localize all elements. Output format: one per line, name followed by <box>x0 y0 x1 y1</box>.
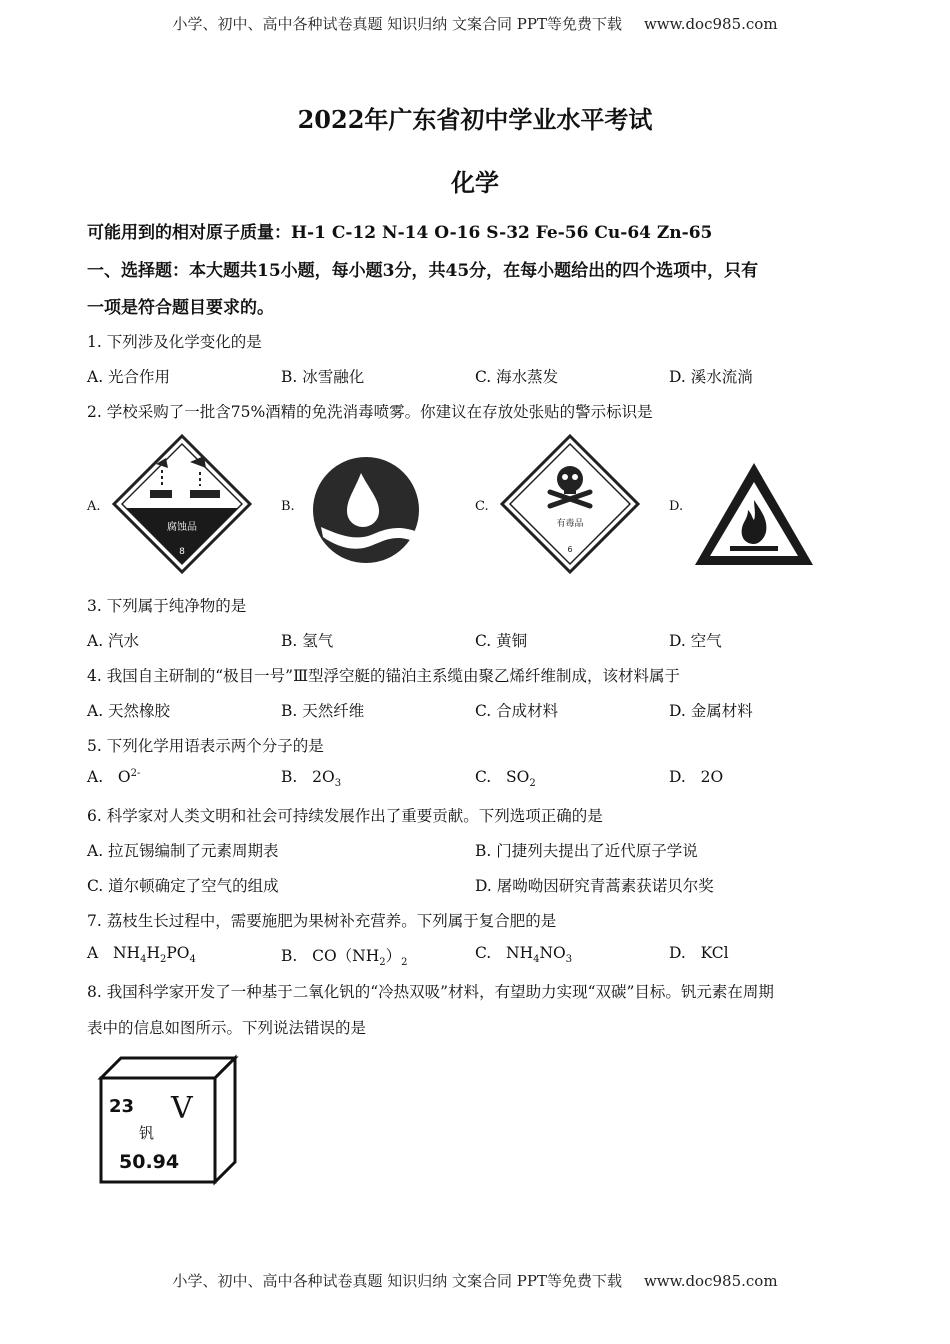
corrosive-sign-icon <box>112 434 252 574</box>
q7-a-sub1: 4 <box>140 954 147 966</box>
q5-d-base: 2O <box>700 768 724 786</box>
q4-stem: 4. 我国自主研制的“极目一号”Ⅲ型浮空艇的锚泊主系缆由聚乙烯纤维制成，该材料属于 <box>87 667 681 685</box>
q4-option-a: A. 天然橡胶 <box>87 702 171 720</box>
q1-stem: 1. 下列涉及化学变化的是 <box>87 333 262 351</box>
q7-b-part2: ） <box>385 947 402 965</box>
q1-option-d: D. 溪水流淌 <box>669 368 753 386</box>
q7-c-part1: NH <box>506 944 534 962</box>
q4-option-d: D. 金属材料 <box>669 702 753 720</box>
q7-stem: 7. 荔枝生长过程中，需要施肥为果树补充营养。下列属于复合肥的是 <box>87 912 557 930</box>
q3-option-c: C. 黄铜 <box>475 632 528 650</box>
q2-option-a: A. <box>87 499 101 514</box>
element-cube-diagram <box>95 1052 245 1192</box>
q7-b-part1: CO（NH <box>312 947 380 965</box>
header-site[interactable]: www.doc985.com <box>643 15 778 33</box>
toxic-sign-text: 有毒品 <box>556 519 584 529</box>
q7-b-sub1: 2 <box>379 957 386 969</box>
q7-c-sub2: 3 <box>565 954 573 966</box>
q6-option-b: B. 门捷列夫提出了近代原子学说 <box>475 842 698 860</box>
q6-stem: 6. 科学家对人类文明和社会可持续发展作出了重要贡献。下列选项正确的是 <box>87 807 603 825</box>
q5-a-sup: 2- <box>130 768 141 779</box>
q7-a-part2: H <box>146 944 160 962</box>
q4-option-c: C. 合成材料 <box>475 702 559 720</box>
q5-c-label: C. <box>475 768 492 786</box>
q5-stem: 5. 下列化学用语表示两个分子的是 <box>87 737 324 755</box>
footer-site[interactable]: www.doc985.com <box>643 1272 778 1290</box>
q8-stem-line2: 表中的信息如图所示。下列说法错误的是 <box>87 1019 367 1037</box>
q7-option-c <box>475 944 572 965</box>
q5-option-d <box>669 768 723 786</box>
section1-line2: 一项是符合题目要求的。 <box>87 298 274 318</box>
q5-d-label: D. <box>669 768 686 786</box>
q2-option-c: C. <box>475 499 489 514</box>
header-text: 小学、初中、高中各种试卷真题 知识归纳 文案合同 PPT等免费下载 <box>172 15 622 33</box>
q5-c-base: SO <box>506 768 530 786</box>
q7-c-part2: NO <box>539 944 566 962</box>
svg-text:6: 6 <box>567 545 573 554</box>
q5-option-a <box>87 768 140 786</box>
q5-option-c <box>475 768 536 789</box>
q5-a-base: O <box>117 768 131 787</box>
q3-option-a: A. 汽水 <box>87 632 140 650</box>
element-mass: 50.94 <box>119 1151 180 1173</box>
q7-option-b <box>281 944 408 968</box>
footer-text: 小学、初中、高中各种试卷真题 知识归纳 文案合同 PPT等免费下载 <box>172 1272 622 1290</box>
subject-title: 化学 <box>451 168 499 197</box>
q2-option-b: B. <box>281 499 295 514</box>
q7-a-sub2: 2 <box>159 954 167 966</box>
q7-a-sub3: 4 <box>189 954 196 966</box>
q7-c-label: C. <box>475 944 492 962</box>
q1-option-b: B. 冰雪融化 <box>281 368 365 386</box>
q6-option-a: A. 拉瓦锡编制了元素周期表 <box>87 842 279 860</box>
element-symbol: V <box>171 1091 193 1126</box>
q5-b-label: B. <box>281 768 298 786</box>
q7-b-sub2: 2 <box>401 957 408 969</box>
q3-option-d: D. 空气 <box>669 632 722 650</box>
exam-title: 2022年广东省初中学业水平考试 <box>297 105 653 134</box>
q5-c-sub: 2 <box>529 778 536 790</box>
q5-a-label: A. <box>87 768 104 787</box>
q7-b-label: B. <box>281 947 298 965</box>
corrosive-sign-text: 腐蚀品 <box>167 522 197 533</box>
q5-b-sub: 3 <box>334 778 342 790</box>
q7-option-a <box>87 944 196 965</box>
q5-option-b <box>281 768 341 789</box>
q2-stem: 2. 学校采购了一批含75%酒精的免洗消毒喷雾。你建议在存放处张贴的警示标识是 <box>87 403 653 421</box>
flammable-sign-icon <box>692 460 816 568</box>
q3-stem: 3. 下列属于纯净物的是 <box>87 597 247 615</box>
q1-option-c: C. 海水蒸发 <box>475 368 559 386</box>
q7-d-text: KCl <box>700 944 729 962</box>
element-name: 钒 <box>139 1124 155 1142</box>
page-footer <box>0 1270 950 1291</box>
q6-option-d: D. 屠呦呦因研究青蒿素获诺贝尔奖 <box>475 877 714 895</box>
section1-line1: 一、选择题：本大题共15小题，每小题3分，共45分，在每小题给出的四个选项中，只有 <box>87 261 759 281</box>
svg-text:8: 8 <box>179 547 185 557</box>
element-number: 23 <box>109 1096 135 1117</box>
q6-option-c: C. 道尔顿确定了空气的组成 <box>87 877 279 895</box>
q4-option-b: B. 天然纤维 <box>281 702 365 720</box>
q2-option-d: D. <box>669 499 684 514</box>
q8-stem-line1: 8. 我国科学家开发了一种基于二氧化钒的“冷热双吸”材料，有望助力实现“双碳”目标。钒元素在周期 <box>87 983 774 1001</box>
q1-option-a: A. 光合作用 <box>87 368 171 386</box>
toxic-sign-icon <box>500 434 640 574</box>
q7-c-sub1: 4 <box>533 954 540 966</box>
q7-a-part3: PO <box>166 944 190 962</box>
water-reactive-sign-icon <box>311 455 421 565</box>
q5-b-base: 2O <box>312 768 335 786</box>
q7-a-part1: NH <box>112 944 141 962</box>
page-header <box>0 13 950 34</box>
q7-option-d <box>669 944 729 962</box>
q7-d-label: D. <box>669 944 686 962</box>
atomic-masses: 可能用到的相对原子质量：H-1 C-12 N-14 O-16 S-32 Fe-56 Cu-64 Zn-65 <box>87 223 713 243</box>
q7-a-label: A <box>87 944 99 962</box>
q3-option-b: B. 氢气 <box>281 632 334 650</box>
